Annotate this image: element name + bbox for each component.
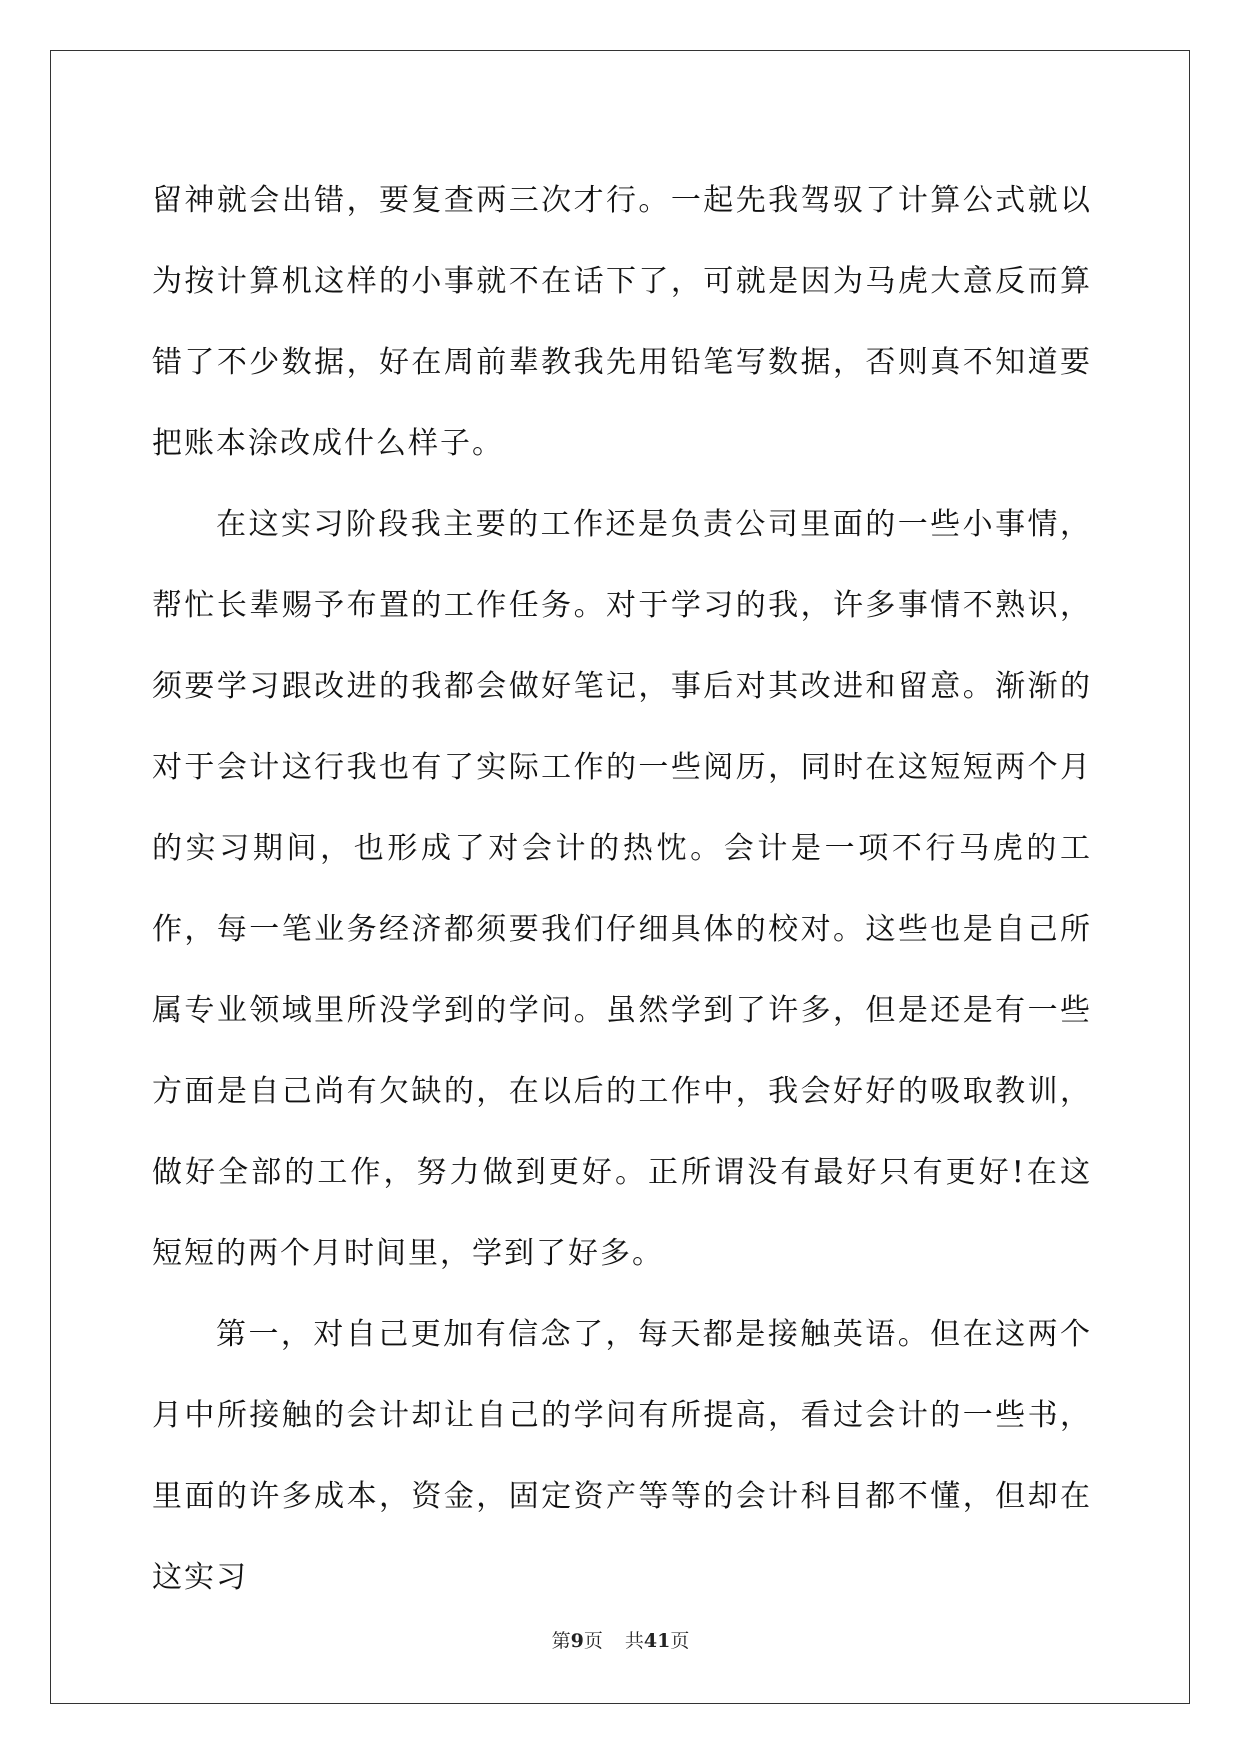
footer-total-suffix: 页 [670,1630,690,1652]
footer-page-number: 9 [570,1630,584,1652]
paragraph-1: 留神就会出错，要复查两三次才行。一起先我驾驭了计算公式就以为按计算机这样的小事就不在话下了，可就是因为马虎大意反而算错了不少数据，好在周前辈教我先用铅笔写数据，否则真不知道要把账本涂改成什么样子。 [152,183,1092,461]
footer-prefix: 第 [551,1630,571,1652]
footer-total-prefix: 共 [624,1630,644,1652]
paragraph-3: 第一，对自己更加有信念了，每天都是接触英语。但在这两个月中所接触的会计却让自己的学问有所提高，看过会计的一些书，里面的许多成本，资金，固定资产等等的会计科目都不懂，但却在这实习 [152,1317,1092,1595]
paragraph-2: 在这实习阶段我主要的工作还是负责公司里面的一些小事情，帮忙长辈赐予布置的工作任务。对于学习的我，许多事情不熟识，须要学习跟改进的我都会做好笔记，事后对其改进和留意。渐渐的对于会计这行我也有了实际工作的一些阅历，同时在这短短两个月的实习期间，也形成了对会计的热忱。会计是一项不行马虎的工作，每一笔业务经济都须要我们仔细具体的校对。这些也是自己所属专业领域里所没学到的学问。虽然学到了许多，但是还是有一些方面是自己尚有欠缺的，在以后的工作中，我会好好的吸取教训，做好全部的工作，努力做到更好。正所谓没有最好只有更好!在这短短的两个月时间里，学到了好多。 [152,507,1092,1271]
document-body [152,160,1092,1618]
page-footer [0,1626,1241,1653]
footer-total-pages: 41 [643,1630,671,1652]
footer-page-suffix: 页 [583,1630,603,1652]
